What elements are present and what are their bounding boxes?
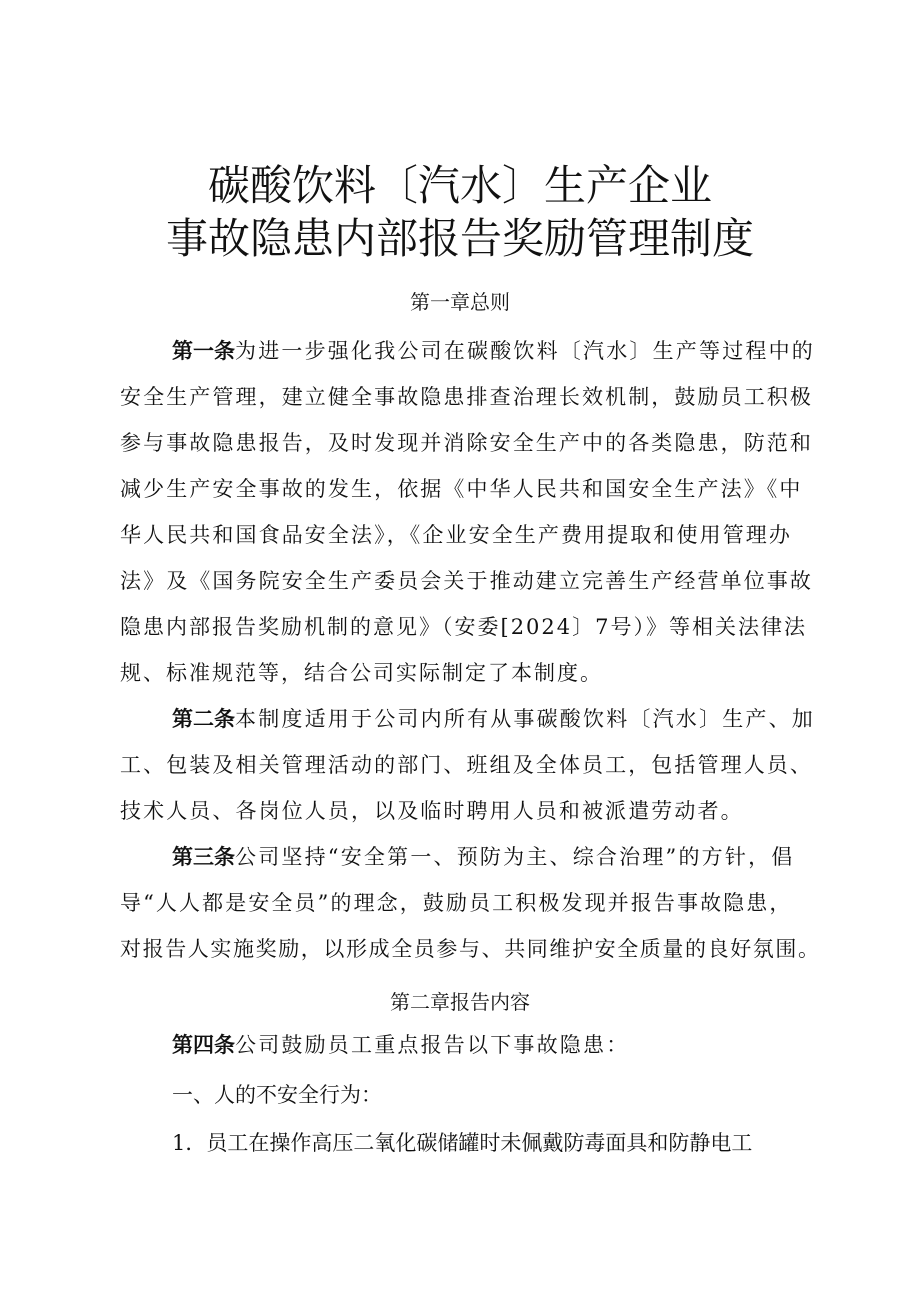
article-1-line-8 xyxy=(120,658,920,688)
article-1-text: 减少生产安全事故的发生，依据《中华人民共和国安全生产法》《中 xyxy=(120,477,803,501)
article-2-line-3 xyxy=(120,796,920,826)
article-1-line-4 xyxy=(120,474,920,504)
article-1-line-6 xyxy=(120,566,920,596)
article-4-label: 第四条 xyxy=(172,1033,235,1057)
article-1-line-3 xyxy=(120,428,920,458)
article-2-text: 技术人员、各岗位人员，以及临时聘用人员和被派遣劳动者。 xyxy=(120,799,744,823)
article-2-label: 第二条 xyxy=(172,707,235,731)
article-4-text: 公司鼓励员工重点报告以下事故隐患： xyxy=(235,1033,630,1057)
article-1-text: 法》及《国务院安全生产委员会关于推动建立完善生产经营单位事故 xyxy=(120,569,813,593)
article-3-line-3 xyxy=(120,934,920,964)
article-1-line-5 xyxy=(120,520,920,550)
item-1-text: 1．员工在操作高压二氧化碳储罐时未佩戴防毒面具和防静电工 xyxy=(172,1131,753,1155)
chapter-1-heading: 第一章总则 xyxy=(410,290,510,314)
article-1-text: 华人民共和国食品安全法》，《企业安全生产费用提取和使用管理办 xyxy=(120,523,792,547)
article-3-text: 导“人人都是安全员”的理念，鼓励员工积极发现并报告事故隐患， xyxy=(120,891,793,915)
chapter-2-heading: 第二章报告内容 xyxy=(390,990,530,1014)
article-1-line-1 xyxy=(172,336,920,366)
article-3-line-1 xyxy=(172,842,920,872)
article-3-line-2 xyxy=(120,888,920,918)
article-1-text: 参与事故隐患报告，及时发现并消除安全生产中的各类隐患，防范和 xyxy=(120,431,813,455)
article-3-text: 对报告人实施奖励，以形成全员参与、共同维护安全质量的良好氛围。 xyxy=(120,937,821,961)
article-3-label: 第三条 xyxy=(172,845,235,869)
article-2-line-1 xyxy=(172,704,920,734)
article-2-line-2 xyxy=(120,750,920,780)
article-2-text: 工、包装及相关管理活动的部门、班组及全体员工，包括管理人员、 xyxy=(120,753,813,777)
document-title-line-2: 事故隐患内部报告奖励管理制度 xyxy=(165,214,754,263)
article-1-text: 为进一步强化我公司在碳酸饮料〔汽水〕生产等过程中的 xyxy=(235,339,815,363)
article-1-text: 安全生产管理，建立健全事故隐患排查治理长效机制，鼓励员工积极 xyxy=(120,385,813,409)
article-1-text: 隐患内部报告奖励机制的意见》（安委[2024〕7号）》等相关法律法 xyxy=(120,615,807,639)
article-1-text: 规、标准规范等，结合公司实际制定了本制度。 xyxy=(120,661,603,685)
article-1-line-2 xyxy=(120,382,920,412)
document-title-line-1: 碳酸饮料〔汽水〕生产企业 xyxy=(207,161,712,210)
article-1-line-7 xyxy=(120,612,920,642)
article-4-line-1 xyxy=(172,1030,920,1060)
section-1-heading: 一、人的不安全行为： xyxy=(172,1083,382,1107)
article-3-text: 公司坚持“安全第一、预防为主、综合治理”的方针，倡 xyxy=(235,845,795,869)
article-2-text: 本制度适用于公司内所有从事碳酸饮料〔汽水〕生产、加 xyxy=(235,707,815,731)
article-1-label: 第一条 xyxy=(172,339,235,363)
